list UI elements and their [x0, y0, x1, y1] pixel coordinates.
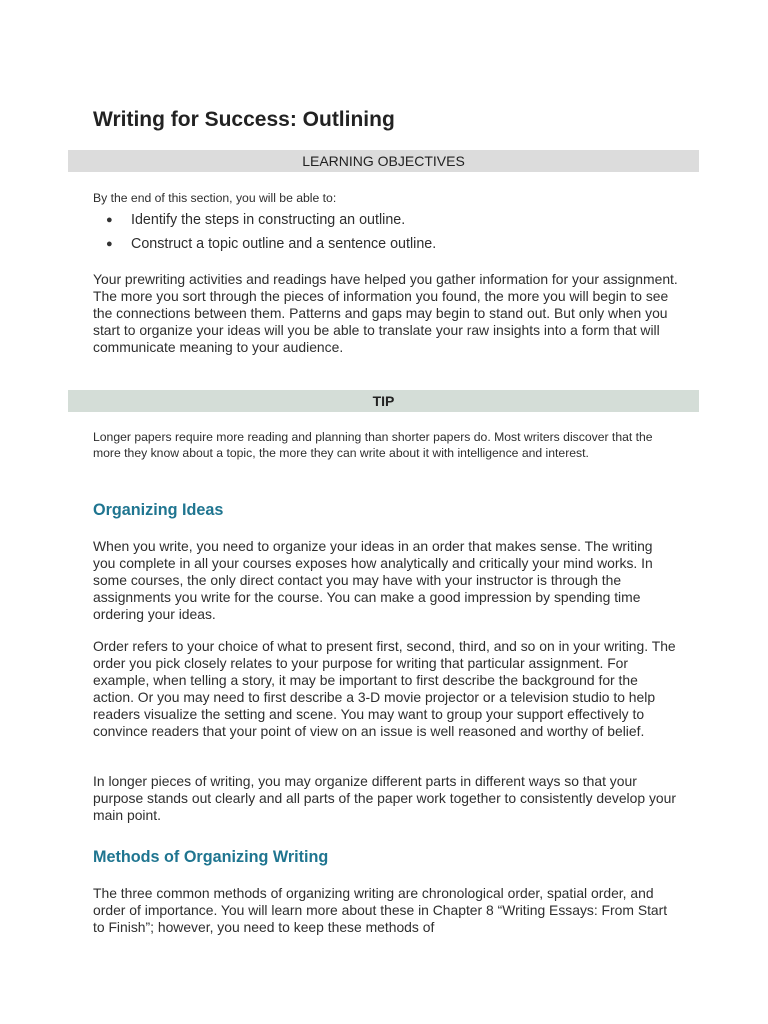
organizing-paragraph-3: In longer pieces of writing, you may organize different parts in different ways so that your purpose stands out clearly and all parts of the paper work together to consistently develop your main point. — [93, 773, 676, 823]
objectives-list — [93, 212, 653, 260]
organizing-paragraph-1: When you write, you need to organize your ideas in an order that makes sense. The writing you complete in all your courses exposes how analytically and critically your mind works. In some courses, the only direct contact you may have with your instructor is through the assignments you write for the course. You can make a good impression by spending time ordering your ideas. — [93, 538, 653, 622]
learning-objectives-heading: LEARNING OBJECTIVES — [68, 150, 699, 172]
bullet-icon: ● — [106, 238, 113, 250]
objectives-intro: By the end of this section, you will be able to: — [93, 191, 337, 205]
objective-text: Identify the steps in constructing an outline. — [131, 212, 406, 228]
methods-paragraph: The three common methods of organizing writing are chronological order, spatial order, and order of importance. You will learn more about these in Chapter 8 “Writing Essays: From Start to Finish”; however, you need to keep these methods of — [93, 885, 668, 935]
organizing-ideas-heading: Organizing Ideas — [93, 501, 224, 519]
bullet-icon: ● — [106, 214, 113, 226]
methods-heading: Methods of Organizing Writing — [93, 848, 329, 866]
page-title: Writing for Success: Outlining — [93, 108, 395, 131]
tip-heading: TIP — [68, 390, 699, 412]
intro-paragraph: Your prewriting activities and readings have helped you gather information for your assignment. The more you sort through the pieces of information you found, the more you will begin to see the connections between them. Patterns and gaps may begin to stand out. But only when you start to organize your ideas will you be able to translate your raw insights into a form that will communicate meaning to your audience. — [93, 271, 678, 355]
objective-text: Construct a topic outline and a sentence outline. — [131, 236, 437, 252]
tip-text: Longer papers require more reading and planning than shorter papers do. Most writers discover that the more they know about a topic, the more they can write about it with intelligence and interest. — [93, 430, 653, 460]
list-item — [93, 212, 653, 229]
list-item — [93, 236, 653, 253]
organizing-paragraph-2: Order refers to your choice of what to present first, second, third, and so on in your writing. The order you pick closely relates to your purpose for writing that particular assignment. For example, when telling a story, it may be important to first describe the background for the action. Or you may need to first describe a 3-D movie projector or a television studio to help readers visualize the setting and scene. You may want to group your support effectively to convince readers that your point of view on an issue is well reasoned and worthy of belief. — [93, 638, 676, 739]
